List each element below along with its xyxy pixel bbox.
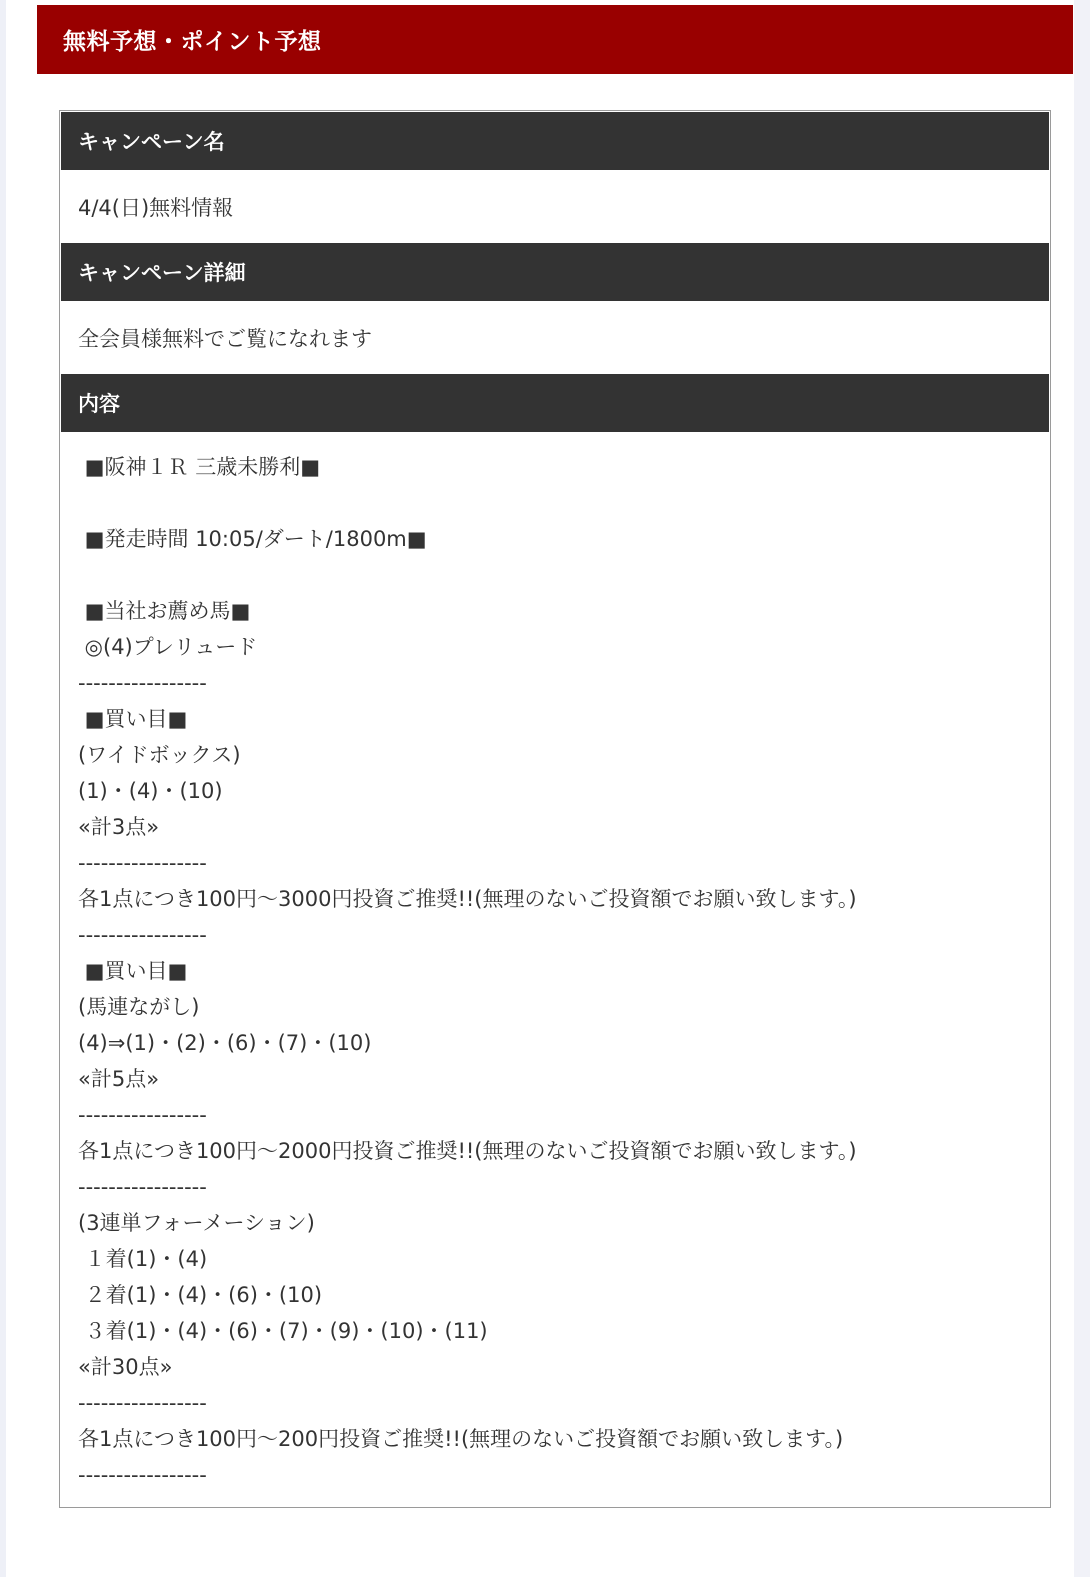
content-line: 各1点につき100円〜200円投資ご推奨!!(無理のないご投資額でお願い致します。) [78,1427,844,1451]
content-line [78,485,1049,521]
page-title: 無料予想・ポイント予想 [63,29,322,55]
campaign-detail-value: 全会員様無料でご覧になれます [78,326,372,351]
content-line: ----------------- [78,1391,207,1415]
campaign-detail-body [61,301,1049,374]
content-line: ■買い目■ [78,959,188,983]
content-line: ----------------- [78,1103,207,1127]
right-gutter [1074,0,1090,1577]
campaign-name-body [61,170,1049,243]
content-line: ----------------- [78,851,207,875]
content-line: ----------------- [78,1175,207,1199]
content-line: (3連単フォーメーション) [78,1211,315,1235]
campaign-detail-label: キャンペーン詳細 [78,261,246,285]
content-line: ■発走時間 10:05/ダート/1800m■ [78,527,427,551]
page-header [37,5,1073,74]
content-body [61,432,1049,1493]
campaign-name-value: 4/4(日)無料情報 [78,195,234,220]
content-line: «計30点» [78,1355,173,1379]
content-line: ----------------- [78,923,207,947]
content-line: (1)・(4)・(10) [78,779,223,803]
content-line: «計5点» [78,1067,160,1091]
content-line: (4)⇒(1)・(2)・(6)・(7)・(10) [78,1031,372,1055]
campaign-panel [59,110,1051,1508]
campaign-name-label: キャンペーン名 [78,130,225,154]
content-line: 各1点につき100円〜3000円投資ご推奨!!(無理のないご投資額でお願い致します。) [78,887,857,911]
content-line: ----------------- [78,1463,207,1487]
content-header [61,374,1049,432]
content-line: ◎(4)プレリュード [78,635,258,659]
content-label: 内容 [78,392,120,416]
content-line: (馬連ながし) [78,995,200,1019]
content-line: １着(1)・(4) [78,1247,208,1271]
content-line: 各1点につき100円〜2000円投資ご推奨!!(無理のないご投資額でお願い致します。) [78,1139,857,1163]
content-line: ３着(1)・(4)・(6)・(7)・(9)・(10)・(11) [78,1319,488,1343]
campaign-detail-header [61,243,1049,301]
content-line: ■阪神１Ｒ 三歳未勝利■ [78,455,321,479]
content-line: ----------------- [78,671,207,695]
content-line: ■買い目■ [78,707,188,731]
content-line: «計3点» [78,815,160,839]
content-line [78,557,1049,593]
content-line: (ワイドボックス) [78,743,241,767]
content-line: ■当社お薦め馬■ [78,599,251,623]
campaign-name-header [61,112,1049,170]
left-gutter [0,0,6,1577]
content-line: ２着(1)・(4)・(6)・(10) [78,1283,323,1307]
